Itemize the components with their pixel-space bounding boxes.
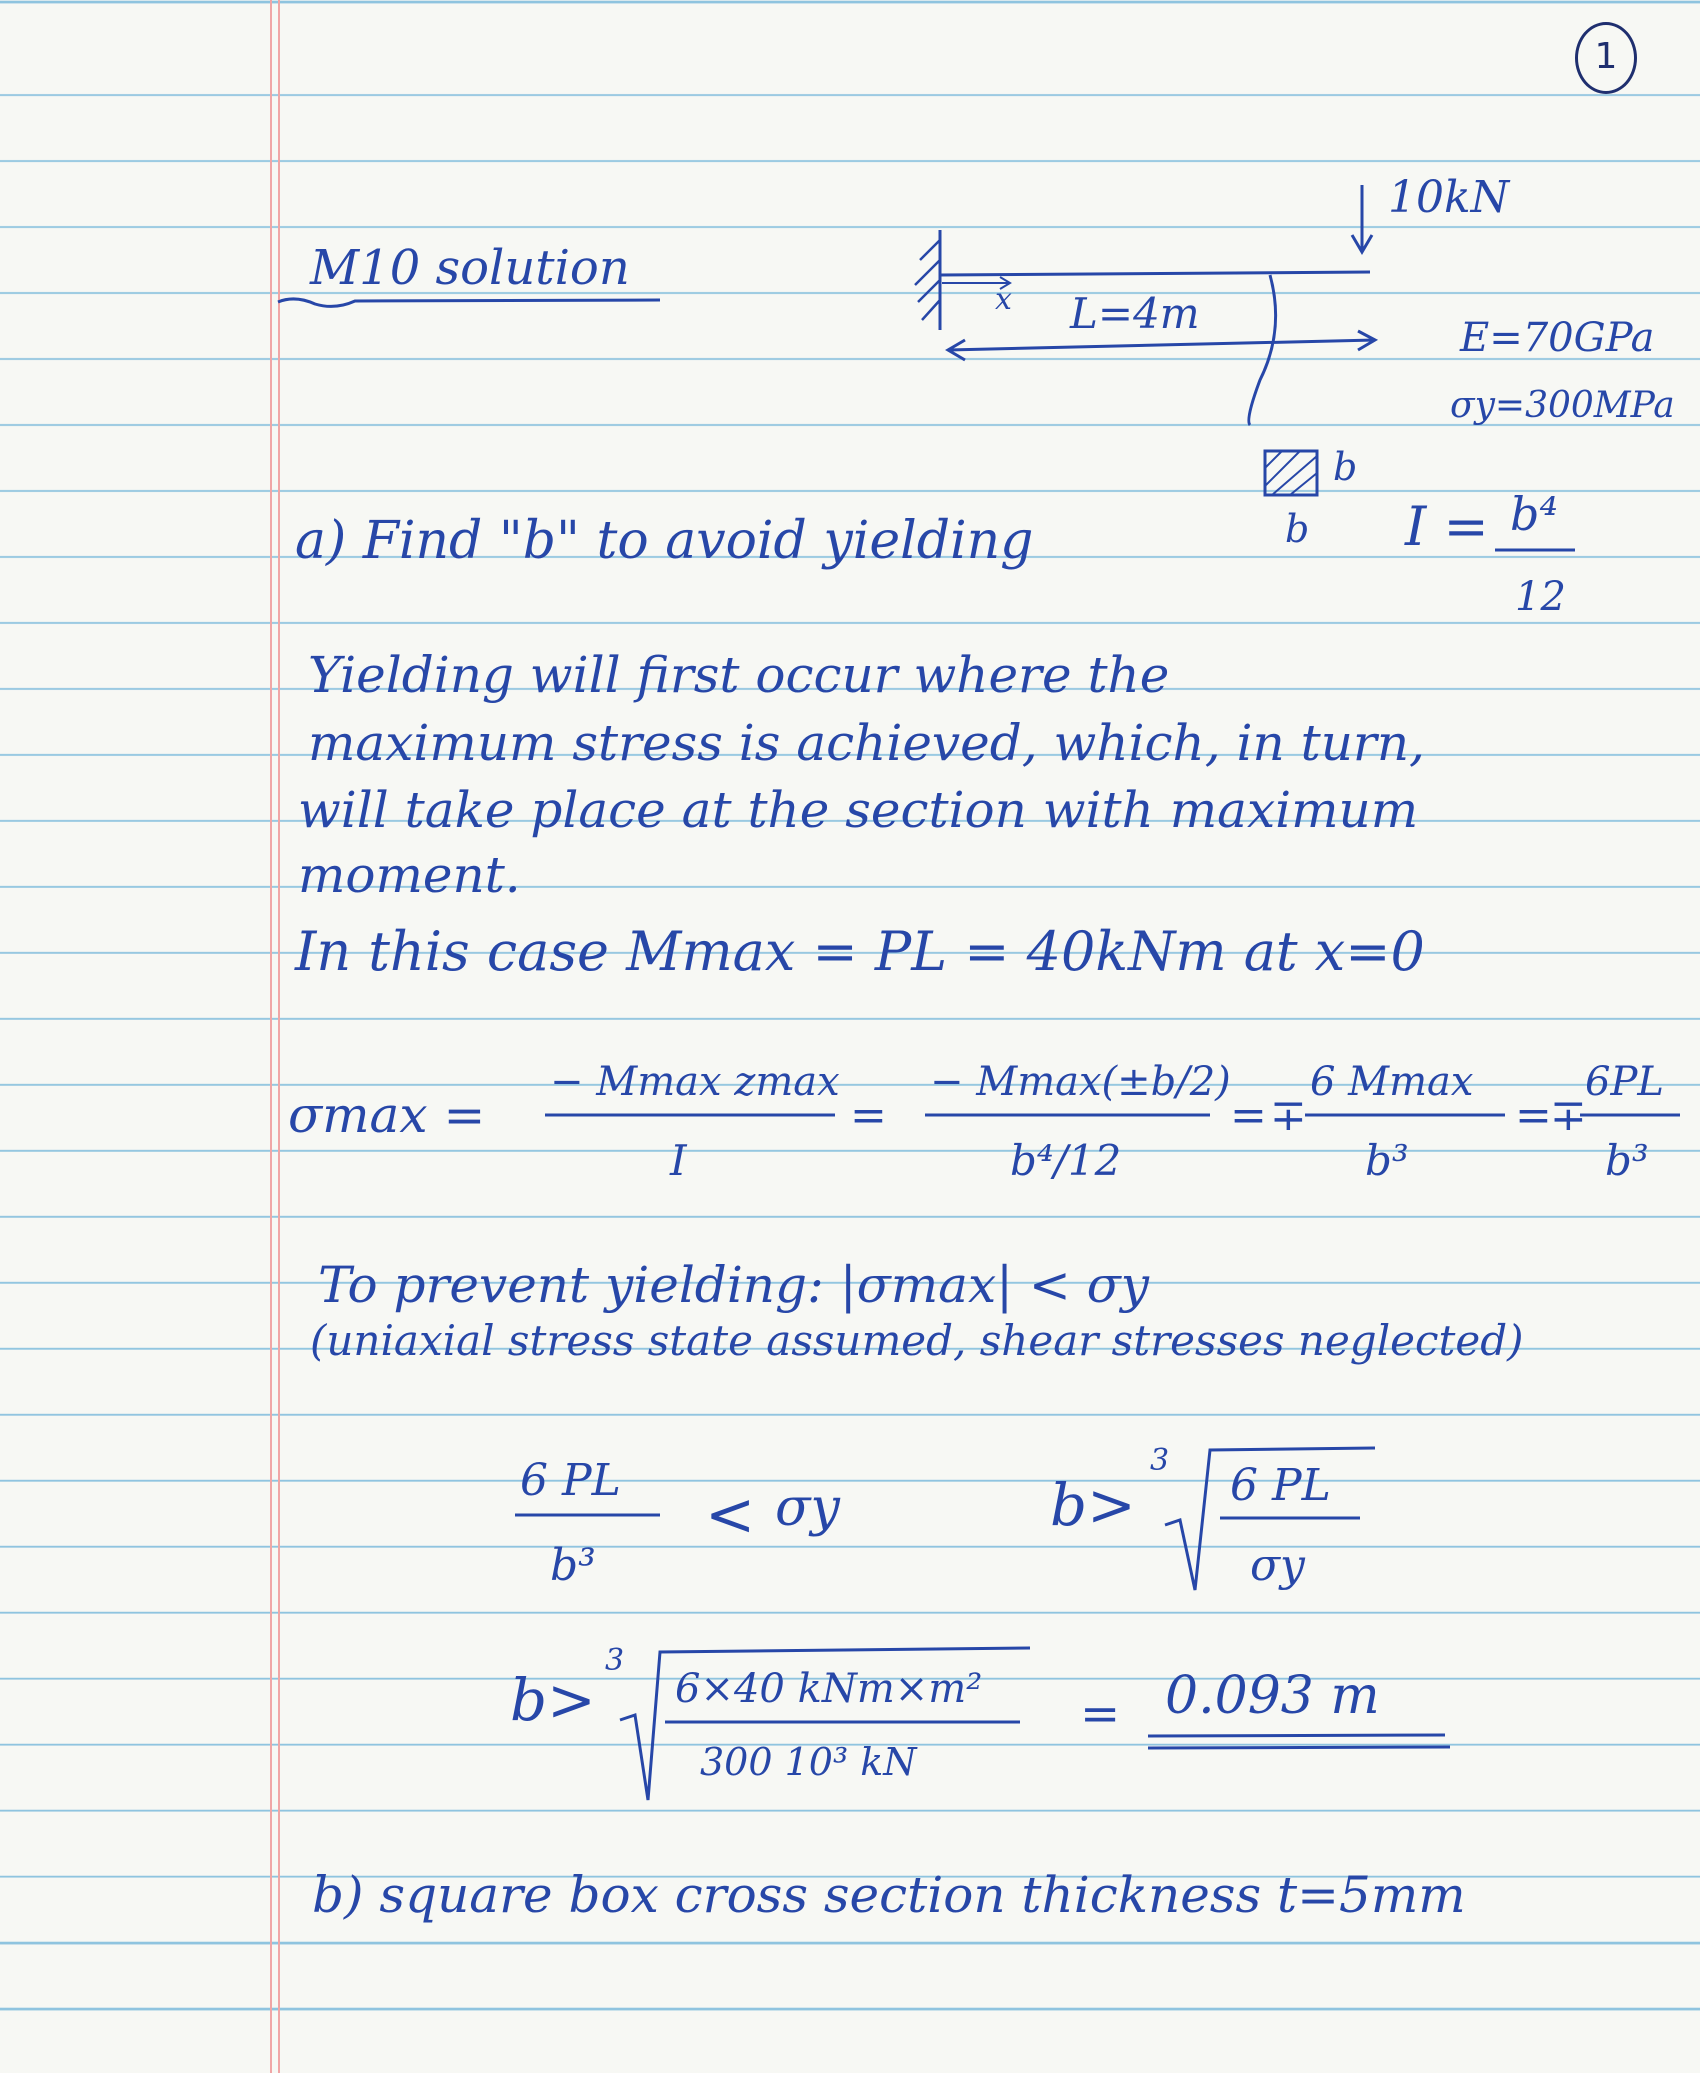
frac1-numerator: − Mmax zmax: [550, 1059, 840, 1105]
square-section-icon: [1262, 448, 1322, 498]
prevent-yielding: To prevent yielding: |σmax| < σy: [318, 1256, 1150, 1314]
result-value: 0.093 m: [1165, 1666, 1380, 1726]
assumption-note: (uniaxial stress state assumed, shear stresses neglected): [310, 1316, 1524, 1365]
root-index: 3: [1150, 1443, 1170, 1478]
ineq-rhs: σy: [775, 1478, 840, 1538]
calc-root-index: 3: [605, 1643, 625, 1678]
sigma-max-lhs: σmax =: [288, 1086, 486, 1144]
bottom-b-label: b: [1285, 507, 1310, 551]
part-b-heading: b) square box cross section thickness t=5mm: [312, 1866, 1466, 1924]
yield-stress-label: σy=300MPa: [1450, 385, 1675, 426]
load-label: 10kN: [1388, 172, 1510, 223]
frac1-denominator: I: [670, 1136, 687, 1185]
yield-inequality: [510, 1440, 1410, 1600]
eq-1: =: [850, 1090, 887, 1141]
x-axis-label: x: [995, 282, 1012, 317]
eq-2: =: [1230, 1090, 1267, 1141]
calc-numerator: 6×40 kNm×m²: [675, 1666, 983, 1712]
inertia-formula: [1400, 480, 1600, 640]
calc-denominator: 300 10³ kN: [700, 1740, 917, 1784]
ineq-denominator: b³: [550, 1540, 596, 1591]
ineq-numerator: 6 PL: [520, 1455, 621, 1506]
part-a-heading: a) Find "b" to avoid yielding: [295, 511, 1034, 571]
inertia-lhs: I =: [1405, 495, 1489, 558]
text-line-1: Yielding will first occur where the: [308, 646, 1170, 704]
solution-title: M10 solution: [310, 240, 630, 296]
sigma-max-chain: [530, 1040, 1690, 1200]
frac2-numerator: − Mmax(±b/2): [930, 1059, 1231, 1105]
frac3-numerator: 6 Mmax: [1310, 1059, 1474, 1105]
modulus-label: E=70GPa: [1460, 315, 1655, 361]
frac2-denominator: b⁴/12: [1010, 1136, 1122, 1185]
page-number: 1: [1575, 22, 1637, 94]
mp-1: ∓: [1270, 1090, 1307, 1141]
text-line-5: In this case Mmax = PL = 40kNm at x=0: [295, 920, 1425, 983]
eq-3: =: [1515, 1090, 1552, 1141]
b-greater: b>: [1050, 1471, 1136, 1539]
text-line-3: will take place at the section with maximum: [298, 781, 1419, 839]
root-denominator: σy: [1250, 1540, 1305, 1591]
root-numerator: 6 PL: [1230, 1460, 1331, 1511]
frac4-numerator: 6PL: [1585, 1059, 1664, 1105]
numeric-calculation: [510, 1640, 1130, 1810]
frac3-denominator: b³: [1365, 1136, 1409, 1185]
calc-b-greater: b>: [510, 1666, 596, 1734]
title-underline: [275, 292, 665, 312]
text-line-4: moment.: [298, 846, 521, 904]
text-line-2: maximum stress is achieved, which, in turn,: [308, 714, 1425, 772]
ineq-relation: <: [705, 1480, 756, 1550]
calc-eq: =: [1080, 1686, 1121, 1742]
side-b-label: b: [1333, 445, 1358, 489]
result-double-underline: [1145, 1730, 1455, 1760]
inertia-numerator: b⁴: [1510, 487, 1558, 541]
length-label: L=4m: [1070, 289, 1200, 338]
inertia-denominator: 12: [1515, 574, 1566, 620]
mp-2: ∓: [1550, 1090, 1587, 1141]
frac4-denominator: b³: [1605, 1136, 1649, 1185]
